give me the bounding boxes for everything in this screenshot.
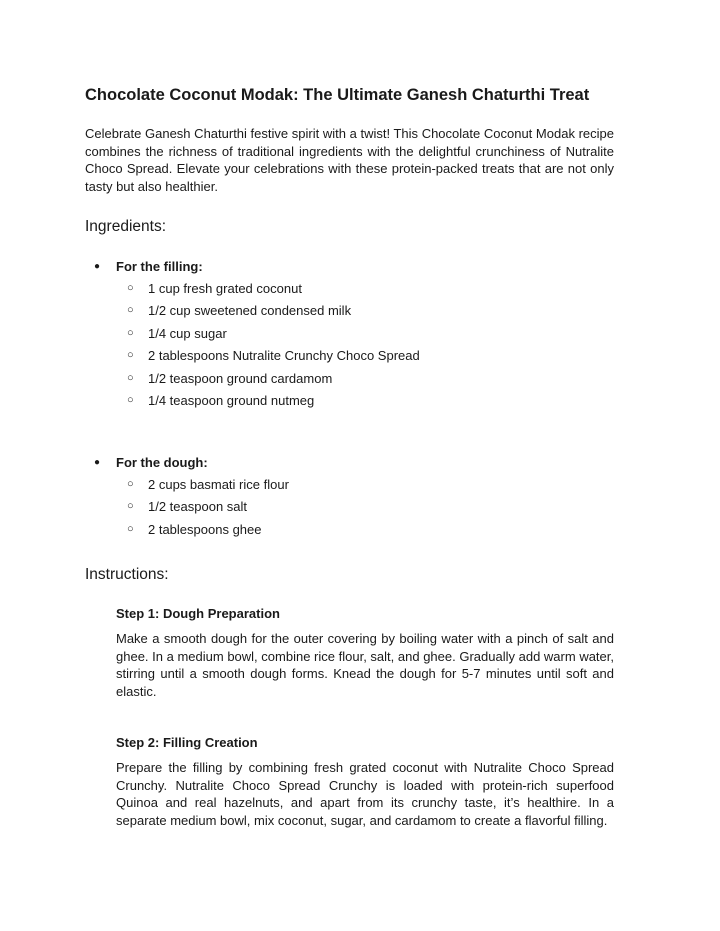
circle-bullet-icon: ○ (127, 304, 134, 317)
list-item: ○ 1/4 cup sugar (127, 325, 227, 341)
list-item: ○ 1 cup fresh grated coconut (127, 281, 302, 296)
step-1-body: Make a smooth dough for the outer covering by boiling water with a pinch of salt and ghee. In a medium bowl, combine rice flour, salt, and ghee. Gradually add warm water, stirring until a smooth dough forms. Knead the dough for 5-7 minutes until soft and elastic. (116, 631, 614, 699)
circle-bullet-icon: ○ (127, 500, 134, 513)
intro-paragraph: Celebrate Ganesh Chaturthi festive spirit with a twist! This Chocolate Coconut Modak recipe combines the richness of traditional ingredients with the delightful crunchiness of Nutralite Choco Spread. Elevate your celebrations with these protein-packed treats that are not only tasty but also healthier. (85, 126, 614, 195)
list-item: ○ 2 tablespoons ghee (127, 521, 262, 537)
bullet-icon: ● (94, 261, 101, 272)
circle-bullet-icon: ○ (127, 349, 134, 362)
list-item: ○ 2 tablespoons Nutralite Crunchy Choco Spread (127, 348, 420, 364)
filling-ingredient-list (85, 280, 585, 414)
circle-bullet-icon: ○ (127, 326, 134, 339)
list-item: ○ 2 cups basmati rice flour (127, 477, 289, 492)
instructions-heading: Instructions: (85, 566, 169, 583)
step-1-title: Step 1: Dough Preparation (116, 606, 280, 621)
page-title: Chocolate Coconut Modak: The Ultimate Ganesh Chaturthi Treat (85, 86, 590, 104)
ingredients-heading: Ingredients: (85, 218, 166, 235)
circle-bullet-icon: ○ (127, 282, 134, 294)
circle-bullet-icon: ○ (127, 393, 134, 406)
list-item: ○ 1/4 teaspoon ground nutmeg (127, 392, 315, 408)
list-item: ○ 1/2 cup sweetened condensed milk (127, 303, 352, 319)
circle-bullet-icon: ○ (127, 371, 134, 384)
bullet-icon: ● (94, 457, 101, 468)
step-2-body: Prepare the filling by combining fresh grated coconut with Nutralite Choco Spread Crunchy. Nutralite Choco Spread Crunchy is loaded with protein-rich superfood Quinoa and real hazelnuts, and apart from its crunchy taste, it’s healthire. In a separate medium bowl, mix coconut, sugar, and cardamom to create a flavorful filling. (116, 760, 614, 828)
list-item: ○ 1/2 teaspoon ground cardamom (127, 370, 333, 386)
circle-bullet-icon: ○ (127, 478, 134, 490)
circle-bullet-icon: ○ (127, 522, 134, 535)
dough-ingredient-list (85, 476, 585, 543)
ingredient-group-label: For the filling: (116, 259, 203, 274)
ingredient-group-label: For the dough: (116, 455, 208, 470)
step-2-title: Step 2: Filling Creation (116, 735, 258, 750)
list-item: ○ 1/2 teaspoon salt (127, 499, 248, 515)
